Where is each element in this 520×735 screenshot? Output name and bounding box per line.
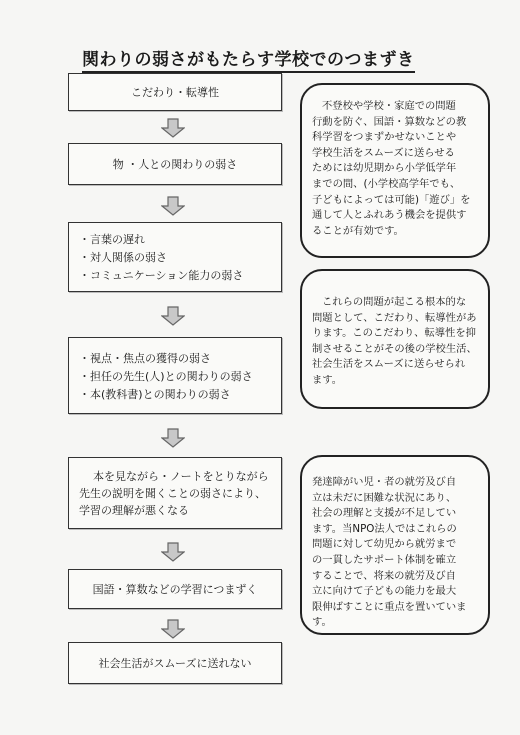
down-arrow-icon [161,619,185,639]
flow-step-2 [68,143,282,185]
flow-step-4-item: ・担任の先生(人)との関わりの弱さ [79,370,253,383]
flow-step-2-text: 物 ・人との関わりの弱さ [112,158,238,171]
down-arrow-icon [161,428,185,448]
note-2-line: 社会生活をスムーズに送らせられ [312,358,466,371]
flow-step-3-item: ・言葉の遅れ [79,233,145,246]
down-arrow-icon [161,306,185,326]
note-1-line: 不登校や学校・家庭での問題 [322,100,456,112]
down-arrow-icon [161,196,185,216]
flow-step-6 [68,569,282,609]
down-arrow-icon [161,118,185,138]
flow-step-5 [68,457,282,529]
note-1-line: 通して人とふれあう機会を提供す [312,209,467,222]
note-3-line: 問題に対して幼児から就労まで [312,538,457,551]
note-3-line: 限伸ばすことに重点を置いていま [312,600,467,613]
flow-step-3 [68,222,282,292]
page-title: 関わりの弱さがもたらす学校でのつまずき [82,45,415,73]
flow-step-4-item: ・本(教科書)との関わりの弱さ [79,388,231,401]
flow-step-4-item: ・視点・焦点の獲得の弱さ [79,352,211,365]
note-2-line: ります。このこだわり、転導性を抑 [312,327,476,340]
flow-step-5-line: 先生の説明を聞くことの弱さにより、 [79,487,266,500]
flow-step-3-item: ・対人関係の弱さ [79,251,167,264]
flow-step-1 [68,73,282,111]
note-2-line: 制させることがその後の学校生活、 [312,342,477,355]
note-1-line: までの間、(小学校高学年でも、 [312,177,461,190]
note-2-line: 問題として、こだわり、転導性があ [312,311,477,324]
flow-step-6-text: 国語・算数などの学習につまずく [92,583,258,596]
note-3-line: ます。当NPO法人ではこれらの [312,522,457,535]
flow-step-3-item: ・コミュニケーション能力の弱さ [79,269,244,282]
note-1-line: 子どもによっては可能)「遊び」を [312,193,471,206]
note-1 [300,83,490,258]
note-3 [300,455,490,635]
flow-step-5-line: 学習の理解が悪くなる [79,504,189,517]
note-3-line: 社会の理解と支援が不足してい [312,507,457,520]
flow-step-4 [68,337,282,414]
flow-step-7 [68,642,282,684]
note-2-line: ます。 [312,373,343,386]
note-3-line: 発達障がい児・者の就労及び自 [312,476,457,488]
note-1-line: ることが有効です。 [312,224,404,237]
flow-step-1-text: こだわり・転導性 [131,86,219,99]
note-3-line: の一貫したサポート体制を確立 [312,553,457,566]
flow-step-7-text: 社会生活がスムーズに送れない [98,657,252,670]
note-3-line: 立は未だに困難な状況にあり、 [312,491,457,504]
note-3-line: 立に向けて子どもの能力を最大 [312,585,457,598]
down-arrow-icon [161,542,185,562]
flow-step-5-line: 本を見ながら・ノートをとりながら [93,470,269,483]
note-1-line: 科学習をつまずかせないことや [312,131,457,144]
note-3-line: することで、将来の就労及び自 [312,569,456,582]
note-1-line: ためには幼児期から小学低学年 [312,162,457,175]
note-1-line: 学校生活をスムーズに送らせる [312,146,455,159]
note-1-line: 行動を防ぐ、国語・算数などの教 [312,115,467,128]
note-3-line: す。 [312,616,332,629]
note-2-line: これらの問題が起こる根本的な [322,296,467,308]
note-2 [300,269,490,409]
